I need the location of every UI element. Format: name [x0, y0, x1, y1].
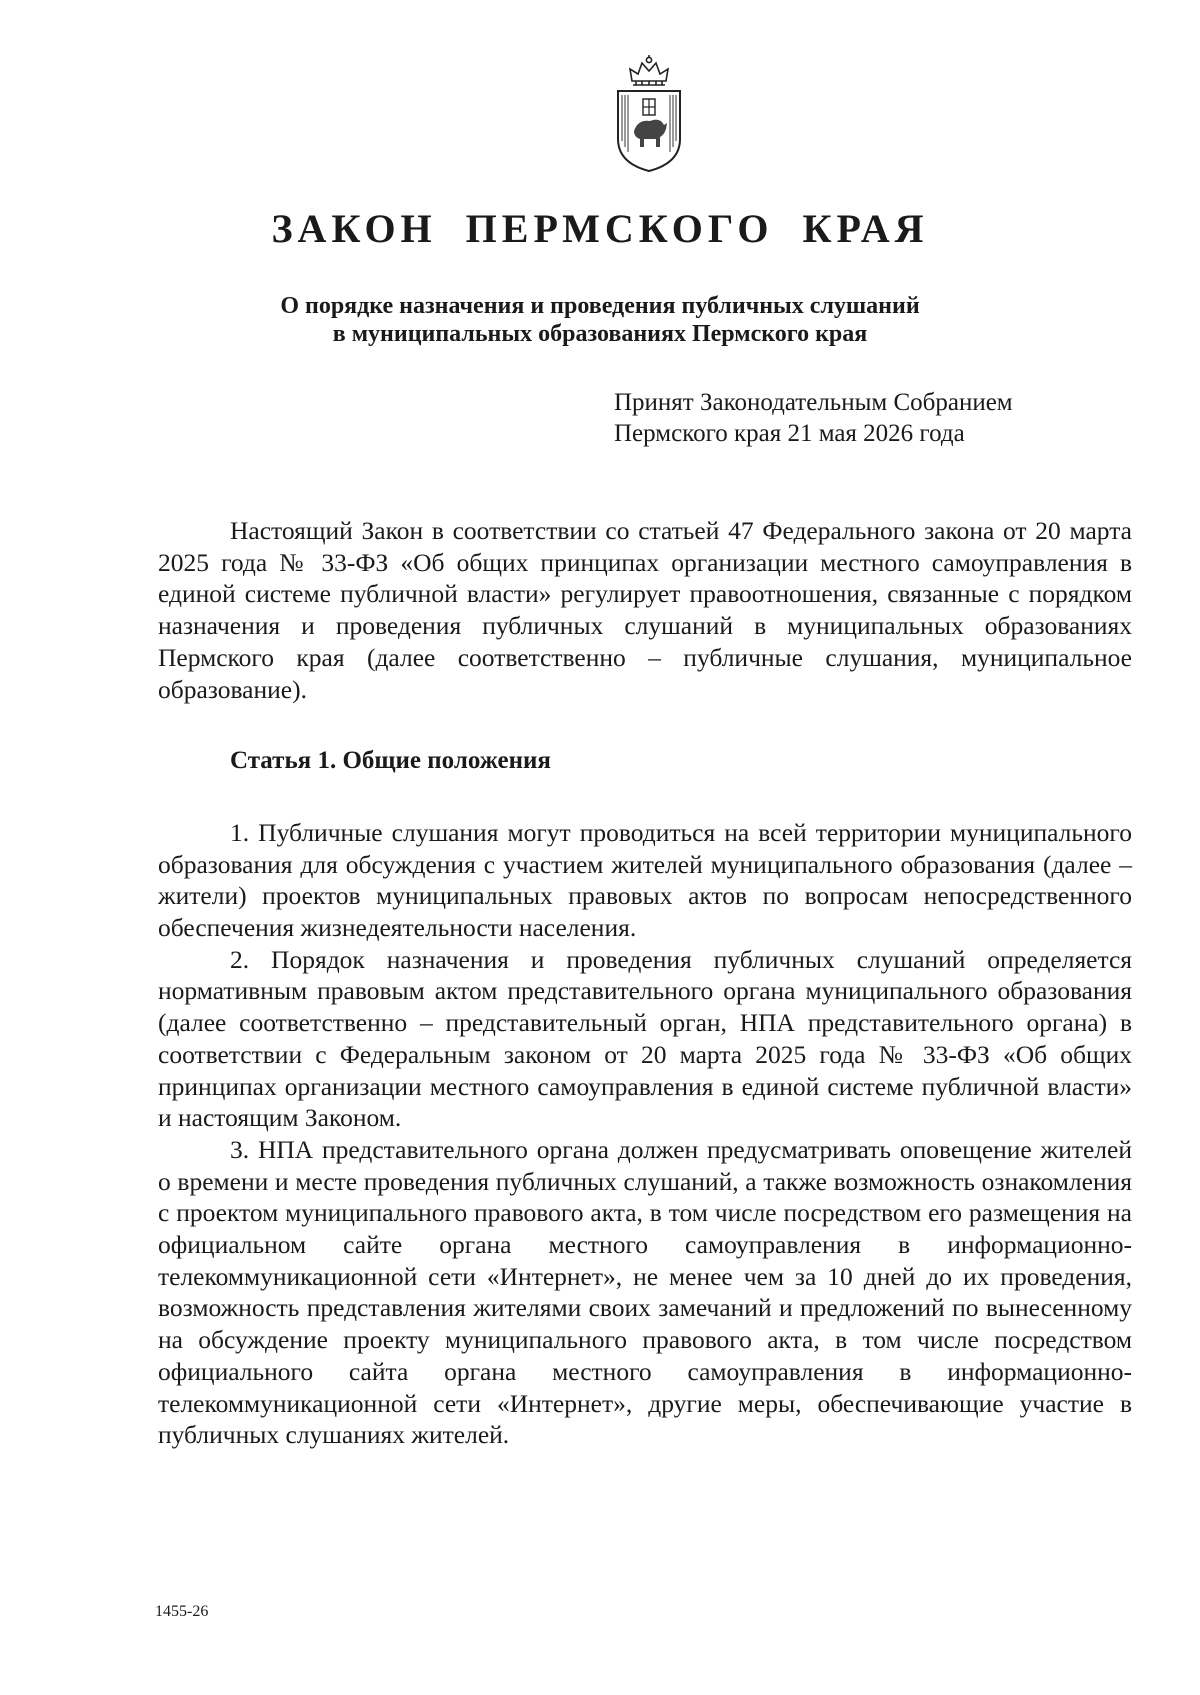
adoption-note — [614, 387, 1013, 449]
adoption-line-1: Принят Законодательным Собранием — [614, 389, 1013, 416]
subtitle-line-2: в муниципальных образованиях Пермского края — [332, 321, 868, 347]
preamble-paragraph: Настоящий Закон в соответствии со статьей 47 Федерального закона от 20 марта 2025 года № 33-ФЗ «Об общих принципах организации местного самоуправления в единой системе публичной власти» регулирует правоотношения, связанные с порядком назначения и проведения публичных слушаний в муниципальных образованиях Пермского края (далее соответственно – публичные слушания, муниципальное образование). — [158, 516, 1132, 704]
article-1-heading: Статья 1. Общие положения — [230, 747, 551, 775]
article-1-paragraph-1: 1. Публичные слушания могут проводиться на всей территории муниципального образования для обсуждения с участием жителей муниципального образования (далее – жители) проектов муниципальных правовых актов по вопросам непосредственного обеспечения жизнедеятельности населения. — [158, 817, 1132, 943]
law-subtitle — [0, 292, 1200, 348]
article-1-paragraph-2: 2. Порядок назначения и проведения публичных слушаний определяется нормативным правовым актом представительного органа муниципального образования (далее соответственно – представительный орган, НПА представительного органа) в соответствии с Федеральным законом от 20 марта 2025 года № 33-ФЗ «Об общих принципах организации местного самоуправления в единой системе публичной власти» и настоящим Законом. — [158, 944, 1132, 1133]
law-body — [158, 515, 1132, 1451]
article-1-paragraph-3: 3. НПА представительного органа должен предусматривать оповещение жителей о времени и месте проведения публичных слушаний, а также возможность ознакомления с проектом муниципального правового акта, в том числе посредством его размещения на официальном сайте органа местного самоуправления в информационно-телекоммуникационной сети «Интернет», не менее чем за 10 дней до их проведения, возможность представления жителями своих замечаний и предложений по вынесенному на обсуждение проекту муниципального правового акта, в том числе посредством официального сайта органа местного самоуправления в информационно-телекоммуникационной сети «Интернет», другие меры, обеспечивающие участие в публичных слушаниях жителей. — [158, 1134, 1132, 1450]
coat-of-arms-icon — [612, 55, 686, 173]
subtitle-line-1: О порядке назначения и проведения публичных слушаний — [280, 293, 920, 319]
law-title: ЗАКОН ПЕРМСКОГО КРАЯ — [271, 206, 929, 251]
document-code: 1455-26 — [155, 1603, 209, 1620]
adoption-line-2: Пермского края 21 мая 2026 года — [614, 420, 965, 447]
